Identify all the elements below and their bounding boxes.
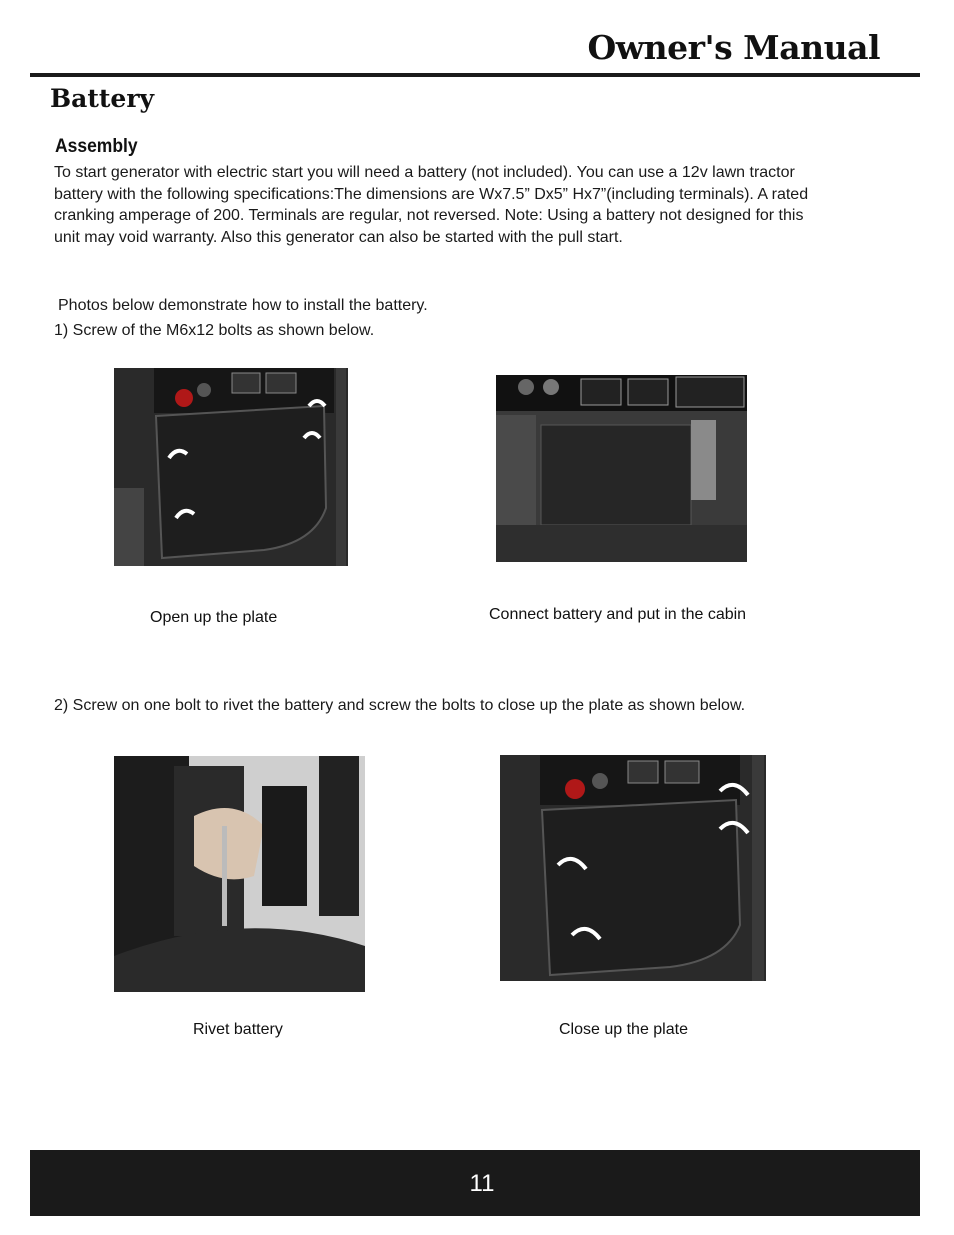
- header-title: Owner's Manual: [587, 28, 880, 67]
- photo-caption-1: Open up the plate: [150, 609, 278, 626]
- assembly-intro: To start generator with electric start you will need a battery (not included). You can use a 12v lawn tractor battery with the following specifications:The dimensions are Wx7.5” Dx5” Hx7”(including terminals). A rated cranking amperage of 200. Terminals are regular, not reversed. Note: Using a battery not designed for this unit may void warranty. Also this generator can also be started with the pull start.: [54, 164, 809, 246]
- section-title: Battery: [50, 84, 155, 113]
- step-1: 1) Screw of the M6x12 bolts as shown below.: [54, 322, 375, 339]
- header-rule: [30, 73, 920, 77]
- photos-intro: Photos below demonstrate how to install the battery.: [58, 297, 428, 314]
- photo-caption-4: Close up the plate: [559, 1021, 688, 1038]
- assembly-title: Assembly: [55, 136, 138, 157]
- photo-caption-3: Rivet battery: [193, 1021, 283, 1038]
- battery-cabin-photo: [496, 375, 747, 562]
- photo-caption-2: Connect battery and put in the cabin: [489, 606, 747, 623]
- generator-plate-photo: [114, 368, 348, 566]
- page-number: 11: [469, 1170, 495, 1197]
- step-2: 2) Screw on one bolt to rivet the battery and screw the bolts to close up the plate as shown below.: [54, 697, 746, 714]
- close-plate-photo: [500, 755, 766, 981]
- rivet-battery-photo: [114, 756, 365, 992]
